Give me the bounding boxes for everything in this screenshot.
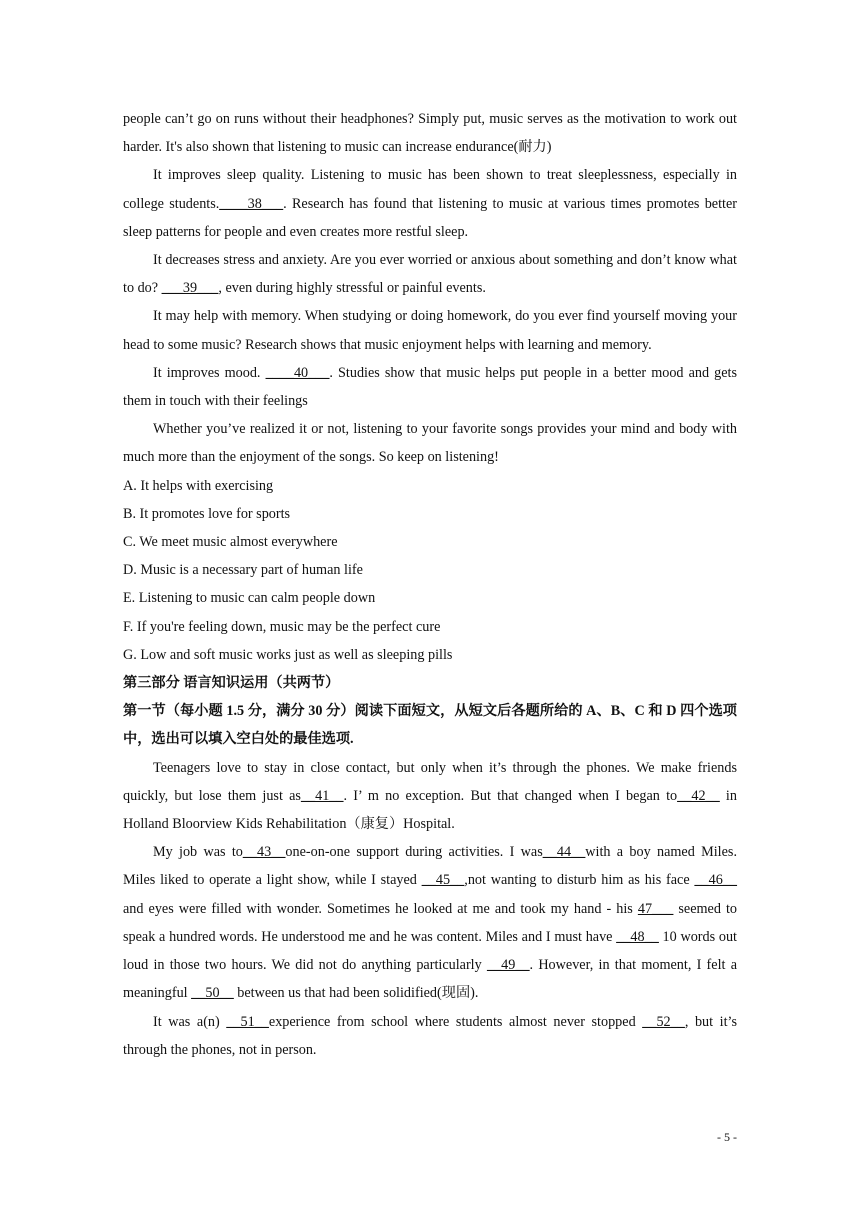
option-b: B. It promotes love for sports xyxy=(123,505,291,522)
paragraph-text: , but it’s through the phones, not in person. xyxy=(123,1013,738,1058)
subsection-heading: 第一节（每小题 1.5 分，满分 30 分）阅读下面短文，从短文后各题所给的 A、B、C 和 D 四个选项中，选出可以填入空白处的最佳选项. xyxy=(123,703,737,748)
paragraph-text: It was a(n) xyxy=(153,1013,227,1030)
paragraph-stress xyxy=(123,246,737,302)
option-f: F. If you're feeling down, music may be the perfect cure xyxy=(123,618,441,635)
blank-47: 47___ xyxy=(637,900,674,917)
paragraph-text: It improves sleep quality. Listening to music has been shown to treat sleeplessness, especially in college students. xyxy=(123,167,737,212)
paragraph-text: , even during highly stressful or painful events. xyxy=(218,280,486,297)
paragraph-text: Teenagers love to stay in close contact, but only when it’s through the phones. We make friends quickly, but lose them just as xyxy=(123,759,737,804)
blank-38: ____38___ xyxy=(219,195,284,212)
blank-45: __45__ xyxy=(421,872,465,889)
options-list xyxy=(123,472,737,669)
option-a: A. It helps with exercising xyxy=(123,477,274,494)
option-c: C. We meet music almost everywhere xyxy=(123,534,338,551)
paragraph-conclusion xyxy=(123,415,737,471)
paragraph-text: experience from school where students almost never stopped xyxy=(268,1013,643,1030)
blank-49: __49__ xyxy=(486,957,530,974)
blank-48: __48__ xyxy=(616,928,659,945)
section-heading: 第三部分 语言知识运用（共两节） xyxy=(123,675,340,692)
blank-46: __46__ xyxy=(694,872,737,889)
paragraph-text: . Studies show that music helps put people in a better mood and gets them in touch with their feelings xyxy=(123,364,737,410)
blank-52: __52__ xyxy=(642,1013,685,1030)
cloze-paragraph-3 xyxy=(123,1008,737,1064)
paragraph-text: with a boy named Miles. Miles liked to operate a light show, while I stayed xyxy=(123,844,737,889)
blank-50: __50__ xyxy=(191,985,234,1002)
blank-39: ___39___ xyxy=(161,280,219,297)
continuation-paragraph xyxy=(123,105,737,161)
paragraph-sleep xyxy=(123,161,737,246)
page-content xyxy=(123,105,737,1064)
paragraph-text: . I’ m no exception. But that changed when I began to xyxy=(343,787,678,804)
paragraph-text: people can’t go on runs without their headphones? Simply put, music serves as the motivation to work out harder. It's also shown that listening to music can increase endurance(耐力) xyxy=(123,111,737,156)
paragraph-mood xyxy=(123,359,737,415)
option-g: G. Low and soft music works just as well as sleeping pills xyxy=(123,646,453,663)
paragraph-text: and eyes were filled with wonder. Sometimes he looked at me and took my hand - his xyxy=(123,900,638,917)
paragraph-text: It may help with memory. When studying or doing homework, do you ever find yourself moving your head to some music? Research shows that music enjoyment helps with learning and memory. xyxy=(123,308,737,353)
paragraph-text: 10 words out loud in those two hours. We did not do anything particularly xyxy=(123,928,737,974)
paragraph-text: It decreases stress and anxiety. Are you ever worried or anxious about something and don’t know what to do? xyxy=(123,252,737,297)
blank-44: __44__ xyxy=(542,844,586,861)
blank-42: __42__ xyxy=(677,787,720,804)
cloze-paragraph-1 xyxy=(123,754,737,839)
paragraph-text: . Research has found that listening to music at various times promotes better sleep patterns for people and even creates more restful sleep. xyxy=(123,195,737,240)
blank-43: __43__ xyxy=(242,844,286,861)
paragraph-memory xyxy=(123,302,737,358)
blank-41: __41__ xyxy=(300,787,344,804)
paragraph-text: ,not wanting to disturb him as his face xyxy=(464,872,695,889)
option-e: E. Listening to music can calm people down xyxy=(123,590,376,607)
blank-51: __51__ xyxy=(226,1013,269,1030)
paragraph-text: one-on-one support during activities. I was xyxy=(285,844,543,861)
paragraph-text: between us that had been solidified(现固). xyxy=(233,985,479,1002)
paragraph-text: . However, in that moment, I felt a meaningful xyxy=(123,957,737,1002)
page-number: - 5 - xyxy=(717,1130,737,1144)
paragraph-text: seemed to speak a hundred words. He understood me and he was content. Miles and I must have xyxy=(123,900,737,945)
paragraph-text: It improves mood. xyxy=(153,364,266,381)
paragraph-text: in Holland Bloorview Kids Rehabilitation（康复）Hospital. xyxy=(123,787,737,833)
option-d: D. Music is a necessary part of human life xyxy=(123,562,363,579)
blank-40: ____40___ xyxy=(265,364,330,381)
cloze-paragraph-2 xyxy=(123,838,737,1007)
paragraph-text: Whether you’ve realized it or not, listening to your favorite songs provides your mind and body with much more than the enjoyment of the songs. So keep on listening! xyxy=(123,421,737,466)
paragraph-text: My job was to xyxy=(153,844,243,861)
